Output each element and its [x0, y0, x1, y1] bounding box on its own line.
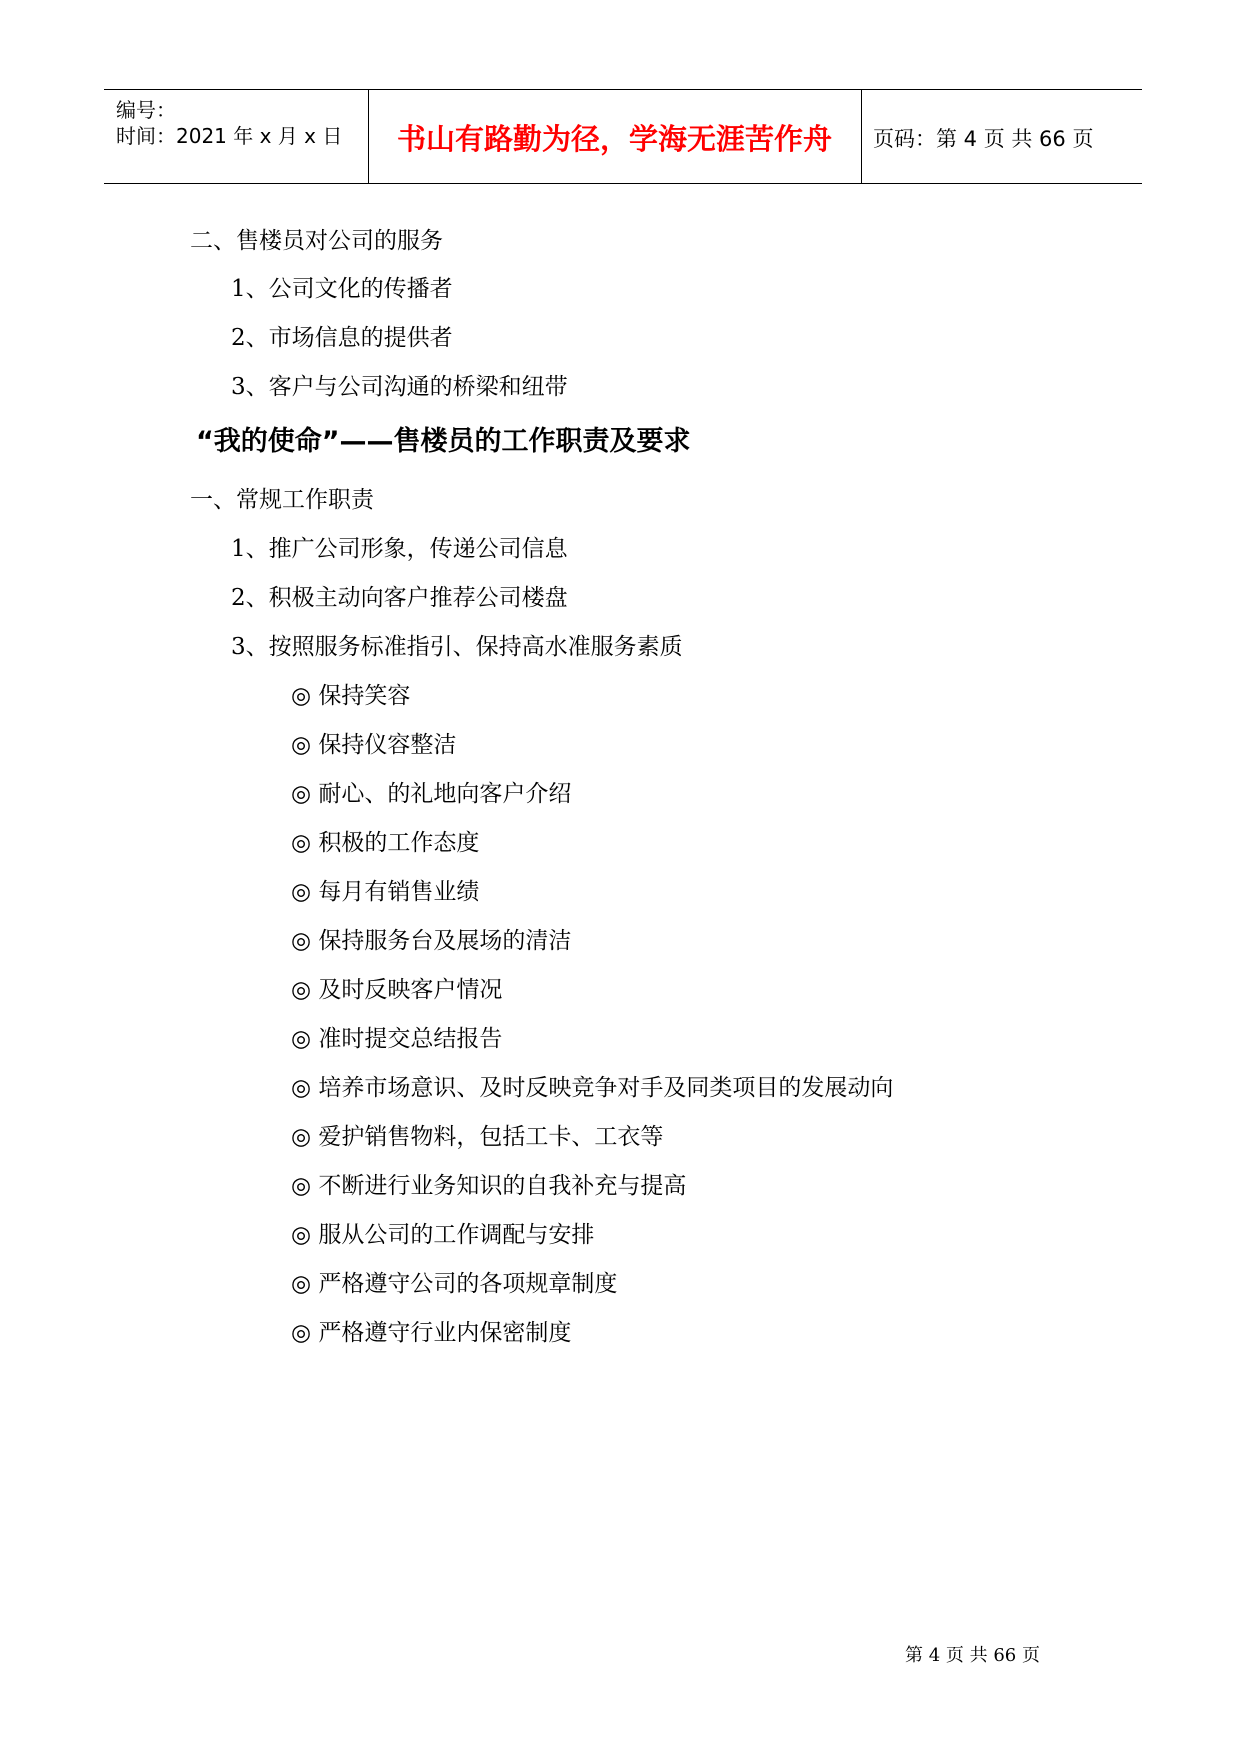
- list-item: 1、推广公司形象，传递公司信息: [231, 536, 568, 562]
- bullet-item: ◎ 耐心、的礼地向客户介绍: [291, 781, 572, 807]
- bullet-item: ◎ 严格遵守公司的各项规章制度: [291, 1271, 618, 1297]
- list-item: 2、市场信息的提供者: [231, 325, 453, 351]
- page-footer: 第 4 页 共 66 页: [905, 1645, 1040, 1666]
- bullet-item: ◎ 准时提交总结报告: [291, 1026, 503, 1052]
- bullet-item: ◎ 严格遵守行业内保密制度: [291, 1320, 572, 1346]
- document-number-label: 编号：: [116, 98, 176, 122]
- bullet-item: ◎ 保持服务台及展场的清洁: [291, 928, 572, 954]
- header-page-cell: [861, 90, 1142, 183]
- list-item: 1、公司文化的传播者: [231, 276, 453, 302]
- header-motto: 书山有路勤为径，学海无涯苦作舟: [396, 122, 832, 156]
- bullet-item: ◎ 及时反映客户情况: [291, 977, 503, 1003]
- list-item: 3、按照服务标准指引、保持高水准服务素质: [231, 634, 683, 660]
- list-item: 2、积极主动向客户推荐公司楼盘: [231, 585, 568, 611]
- list-item: 3、客户与公司沟通的桥梁和纽带: [231, 374, 568, 400]
- bullet-item: ◎ 积极的工作态度: [291, 830, 480, 856]
- bullet-item: ◎ 每月有销售业绩: [291, 879, 480, 905]
- bullet-item: ◎ 不断进行业务知识的自我补充与提高: [291, 1173, 687, 1199]
- mission-title: “我的使命”——售楼员的工作职责及要求: [196, 426, 691, 457]
- bullet-item: ◎ 保持笑容: [291, 683, 411, 709]
- header-page-number: 页码：第 4 页 共 66 页: [873, 127, 1094, 151]
- bullet-item: ◎ 培养市场意识、及时反映竞争对手及同类项目的发展动向: [291, 1075, 894, 1101]
- document-time-label: 时间：2021 年 x 月 x 日: [116, 124, 343, 148]
- header-info-cell: [104, 90, 369, 183]
- section-heading-company-service: 二、售楼员对公司的服务: [190, 228, 443, 254]
- section-heading-regular-duties: 一、常规工作职责: [190, 487, 374, 513]
- bullet-item: ◎ 服从公司的工作调配与安排: [291, 1222, 595, 1248]
- bullet-item: ◎ 爱护销售物料，包括工卡、工衣等: [291, 1124, 664, 1150]
- bullet-item: ◎ 保持仪容整洁: [291, 732, 457, 758]
- header-motto-cell: [368, 90, 862, 183]
- page-header: [104, 89, 1142, 184]
